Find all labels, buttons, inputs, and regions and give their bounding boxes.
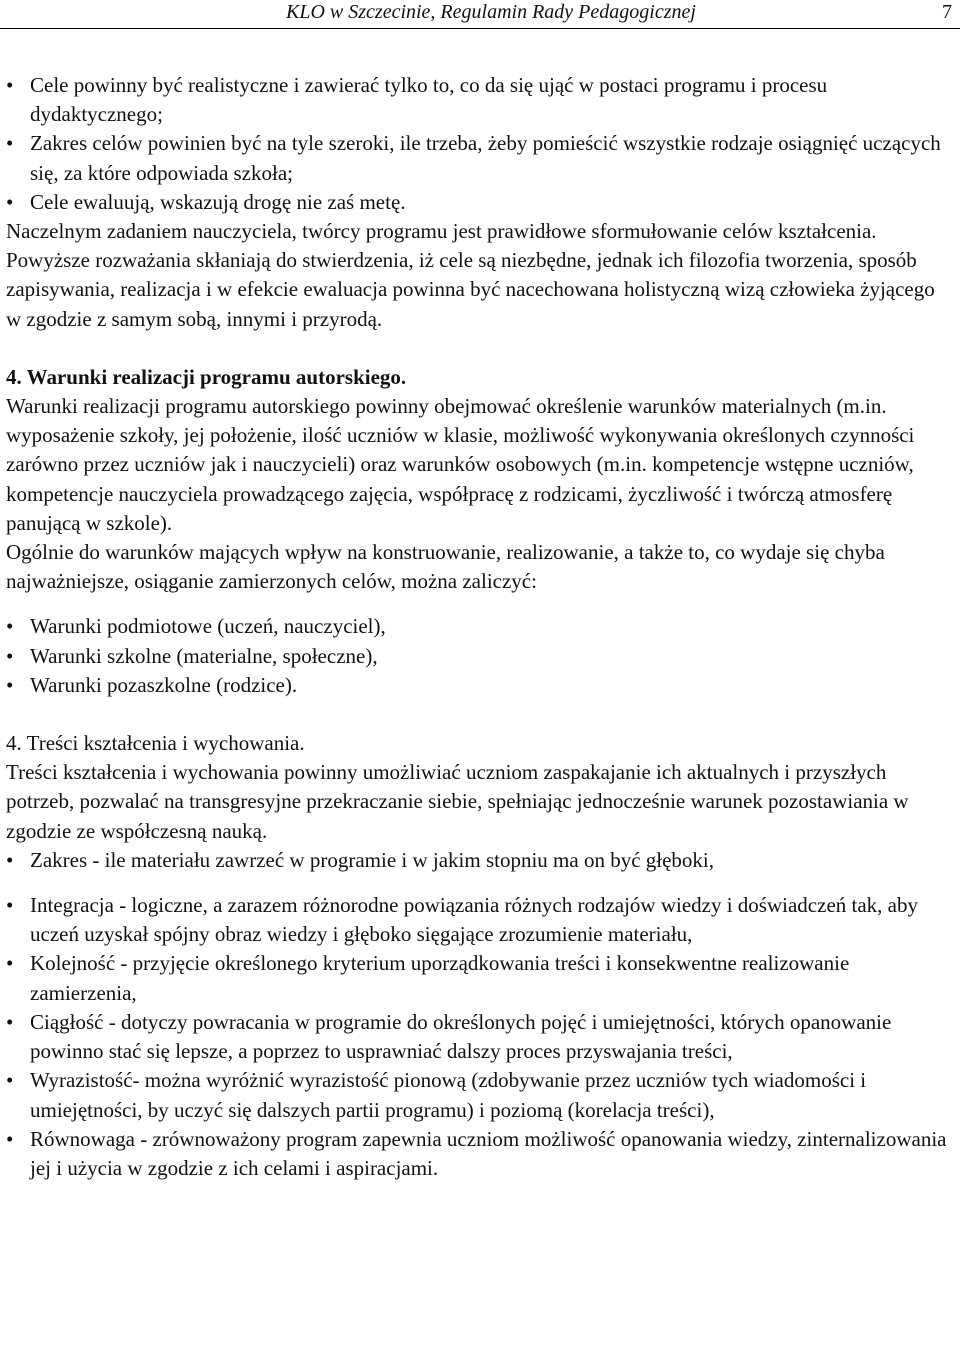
- list-item: [6, 129, 954, 187]
- list-item: [6, 612, 954, 641]
- list-item-text: Warunki podmiotowe (uczeń, nauczyciel),: [30, 614, 386, 639]
- bullet-icon: •: [6, 1068, 14, 1093]
- list-item: [6, 1008, 954, 1066]
- section-heading: 4. Treści kształcenia i wychowania.: [6, 731, 305, 756]
- bullet-icon: •: [6, 614, 14, 639]
- list-item: [6, 891, 954, 949]
- spacer: [6, 334, 954, 363]
- list-item-text: Zakres - ile materiału zawrzeć w programie i w jakim stopniu ma on być głęboki,: [30, 847, 715, 872]
- page-header: [0, 0, 960, 29]
- bullet-icon: •: [6, 893, 14, 918]
- page-number: 7: [942, 1, 952, 23]
- spacer: [6, 596, 954, 612]
- list-item-text: Kolejność - przyjęcie określonego kryterium uporządkowania treści i konsekwentne realizowanie zamierzenia,: [30, 951, 850, 1005]
- bullet-icon: •: [6, 672, 14, 697]
- list-item-text: Równowaga - zrównoważony program zapewnia uczniom możliwość opanowania wiedzy, zinternalizowania jej i użycia w zgodzie z ich celami i aspiracjami.: [30, 1126, 947, 1180]
- list-item-text: Cele powinny być realistyczne i zawierać tylko to, co da się ująć w postaci programu i procesu dydaktycznego;: [30, 73, 828, 127]
- bullet-icon: •: [6, 1126, 14, 1151]
- conditions-list: [6, 612, 954, 700]
- goals-list: [6, 71, 954, 217]
- bullet-icon: •: [6, 643, 14, 668]
- paragraph: Treści kształcenia i wychowania powinny umożliwiać uczniom zaspakajanie ich aktualnych i przyszłych potrzeb, pozwalać na transgresyjne przekraczanie siebie, spełniając jednocześnie warunek pozostawiania w zgodzie ze współczesną nauką.: [6, 760, 909, 843]
- bullet-icon: •: [6, 131, 14, 156]
- section-heading: 4. Warunki realizacji programu autorskiego.: [6, 364, 407, 389]
- content-list-b: [6, 891, 954, 1183]
- paragraph: Ogólnie do warunków mających wpływ na konstruowanie, realizowanie, a także to, co wydaje się chyba najważniejsze, osiąganie zamierzonych celów, można zaliczyć:: [6, 540, 885, 594]
- list-item-text: Cele ewaluują, wskazują drogę nie zaś metę.: [30, 189, 406, 214]
- header-title: KLO w Szczecinie, Regulamin Rady Pedagogicznej: [286, 1, 696, 23]
- list-item: [6, 71, 954, 129]
- list-item-text: Ciągłość - dotyczy powracania w programie do określonych pojęć i umiejętności, których opanowanie powinno stać się lepsze, a poprzez to usprawniać dalszy proces przyswajania treści,: [30, 1009, 892, 1064]
- list-item-text: Zakres celów powinien być na tyle szeroki, ile trzeba, żeby pomieścić wszystkie rodzaje osiągnięć uczących się, za które odpowiada szkoła;: [30, 131, 941, 185]
- list-item: [6, 1066, 954, 1124]
- list-item-text: Wyrazistość- można wyróżnić wyrazistość pionową (zdobywanie przez uczniów tych wiadomości i umiejętności, by uczyć się dalszych partii programu) i poziomą (korelacja treści),: [30, 1068, 867, 1122]
- list-item: [6, 671, 954, 700]
- bullet-icon: •: [6, 951, 14, 976]
- document-body: [6, 71, 954, 1183]
- paragraph: Naczelnym zadaniem nauczyciela, twórcy programu jest prawidłowe sformułowanie celów kształcenia. Powyższe rozważania skłaniają do stwierdzenia, iż cele są niezbędne, jednak ich filozofia tworzenia, sposób zapisywania, realizacja i w efekcie ewaluacja powinna być nacechowana holistyczną wizą człowieka żyjącego w zgodzie z samym sobą, innymi i przyrodą.: [6, 219, 935, 331]
- list-item-text: Warunki szkolne (materialne, społeczne),: [30, 643, 378, 668]
- bullet-icon: •: [6, 1009, 14, 1034]
- bullet-icon: •: [6, 73, 14, 97]
- paragraph: Warunki realizacji programu autorskiego powinny obejmować określenie warunków materialnych (m.in. wyposażenie szkoły, jej położenie, ilość uczniów w klasie, możliwość wykonywania określonych czynności zarówno przez uczniów jak i nauczycieli) oraz warunków osobowych (m.in. kompetencje wstępne uczniów, kompetencje nauczyciela prowadzącego zajęcia, współpracę z rodzicami, życzliwość i twórczą atmosferę panującą w szkole).: [6, 394, 915, 535]
- list-item: [6, 188, 954, 217]
- list-item: [6, 846, 954, 875]
- list-item: [6, 1125, 954, 1183]
- spacer: [6, 875, 954, 891]
- spacer: [6, 700, 954, 729]
- list-item-text: Warunki pozaszkolne (rodzice).: [30, 672, 298, 697]
- list-item: [6, 949, 954, 1007]
- bullet-icon: •: [6, 189, 14, 214]
- content-list-a: [6, 846, 954, 875]
- list-item: [6, 642, 954, 671]
- list-item-text: Integracja - logiczne, a zarazem różnorodne powiązania różnych rodzajów wiedzy i doświadczeń tak, aby uczeń uzyskał spójny obraz wiedzy i głęboko sięgające zrozumienie materiału,: [30, 893, 918, 947]
- bullet-icon: •: [6, 847, 14, 872]
